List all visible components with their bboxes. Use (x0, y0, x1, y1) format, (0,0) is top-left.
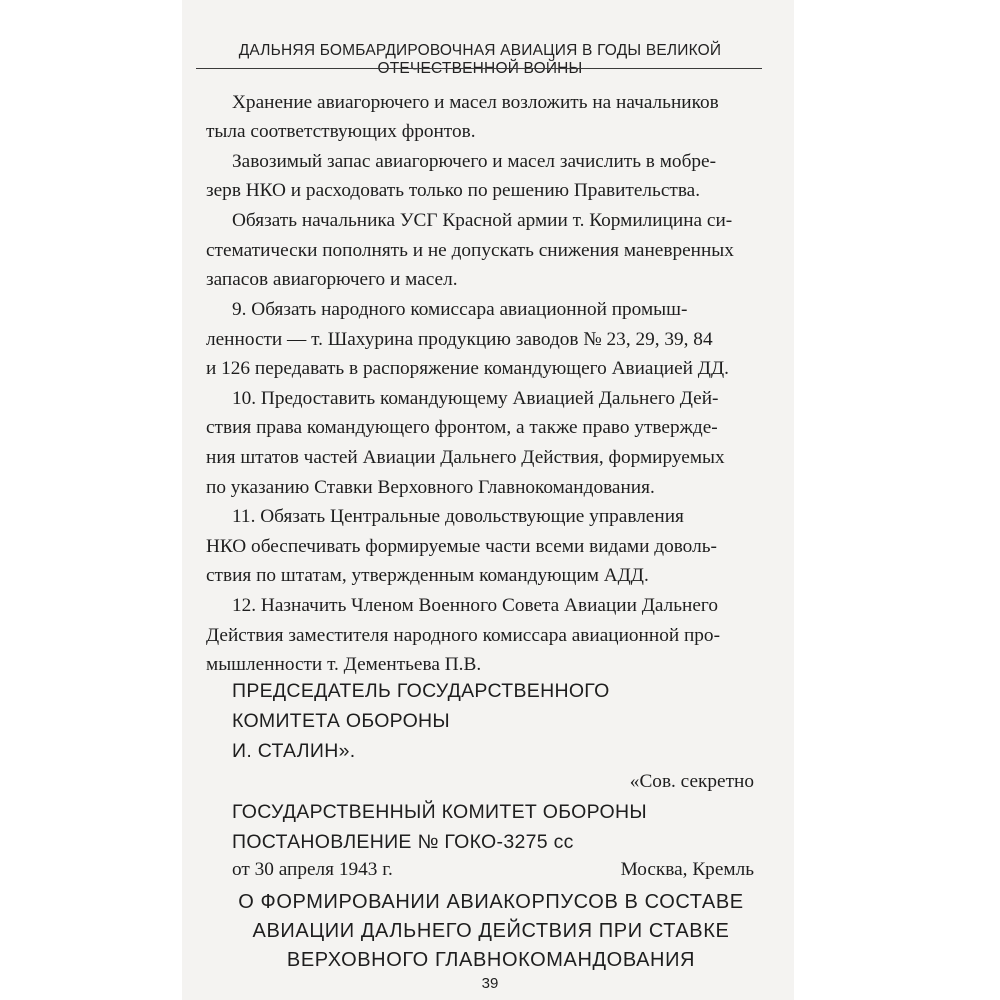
document-title-line: О ФОРМИРОВАНИИ АВИАКОРПУСОВ В СОСТАВЕ (238, 891, 744, 913)
body-line: по указанию Ставки Верховного Главнокомандования. (206, 477, 655, 498)
body-line: 10. Предоставить командующему Авиацией Дальнего Дей- (232, 388, 719, 409)
signature-title: КОМИТЕТА ОБОРОНЫ (232, 710, 450, 732)
document-title-line: ВЕРХОВНОГО ГЛАВНОКОМАНДОВАНИЯ (286, 949, 696, 971)
body-line: 9. Обязать народного комиссара авиационной промыш- (232, 299, 688, 320)
secrecy-stamp: «Сов. секретно (629, 771, 754, 792)
document-title-line: АВИАЦИИ ДАЛЬНЕГО ДЕЙСТВИЯ ПРИ СТАВКЕ (252, 920, 730, 942)
body-line: ния штатов частей Авиации Дальнего Действия, формируемых (206, 447, 725, 468)
body-line: Хранение авиагорючего и масел возложить на начальников (232, 92, 719, 113)
body-line: и 126 передавать в распоряжение командующего Авиацией ДД. (206, 358, 729, 379)
body-line: ствия по штатам, утвержденным командующим АДД. (206, 565, 649, 586)
document-org: ГОСУДАРСТВЕННЫЙ КОМИТЕТ ОБОРОНЫ (232, 801, 647, 823)
body-line: ленности — т. Шахурина продукцию заводов № 23, 29, 39, 84 (206, 329, 713, 350)
signature-title: ПРЕДСЕДАТЕЛЬ ГОСУДАРСТВЕННОГО (232, 680, 610, 702)
body-line: тыла соответствующих фронтов. (206, 121, 476, 142)
header-rule (196, 68, 762, 69)
body-line: запасов авиагорючего и масел. (206, 269, 458, 290)
body-line: 11. Обязать Центральные довольствующие управления (232, 506, 684, 527)
document-place: Москва, Кремль (620, 859, 754, 880)
page-number: 39 (481, 975, 499, 992)
body-line: ствия права командующего фронтом, а также право утвержде- (206, 417, 718, 438)
signature-name: И. СТАЛИН». (232, 740, 356, 762)
running-header: ДАЛЬНЯЯ БОМБАРДИРОВОЧНАЯ АВИАЦИЯ В ГОДЫ ВЕЛИКОЙ ОТЕЧЕСТВЕННОЙ ВОЙНЫ (238, 42, 722, 77)
body-line: стематически пополнять и не допускать снижения маневренных (206, 240, 734, 261)
body-line: 12. Назначить Членом Военного Совета Авиации Дальнего (232, 595, 718, 616)
body-line: мышленности т. Дементьева П.В. (206, 654, 482, 675)
document-decree: ПОСТАНОВЛЕНИЕ № ГОКО-3275 сс (232, 831, 574, 853)
body-line: Завозимый запас авиагорючего и масел зачислить в мобре- (232, 151, 717, 172)
body-line: зерв НКО и расходовать только по решению Правительства. (206, 180, 701, 201)
body-line: Обязать начальника УСГ Красной армии т. Кормилицина си- (232, 210, 733, 231)
body-line: Действия заместителя народного комиссара авиационной про- (206, 625, 720, 646)
document-date: от 30 апреля 1943 г. (232, 859, 393, 880)
body-line: НКО обеспечивать формируемые части всеми видами доволь- (206, 536, 717, 557)
